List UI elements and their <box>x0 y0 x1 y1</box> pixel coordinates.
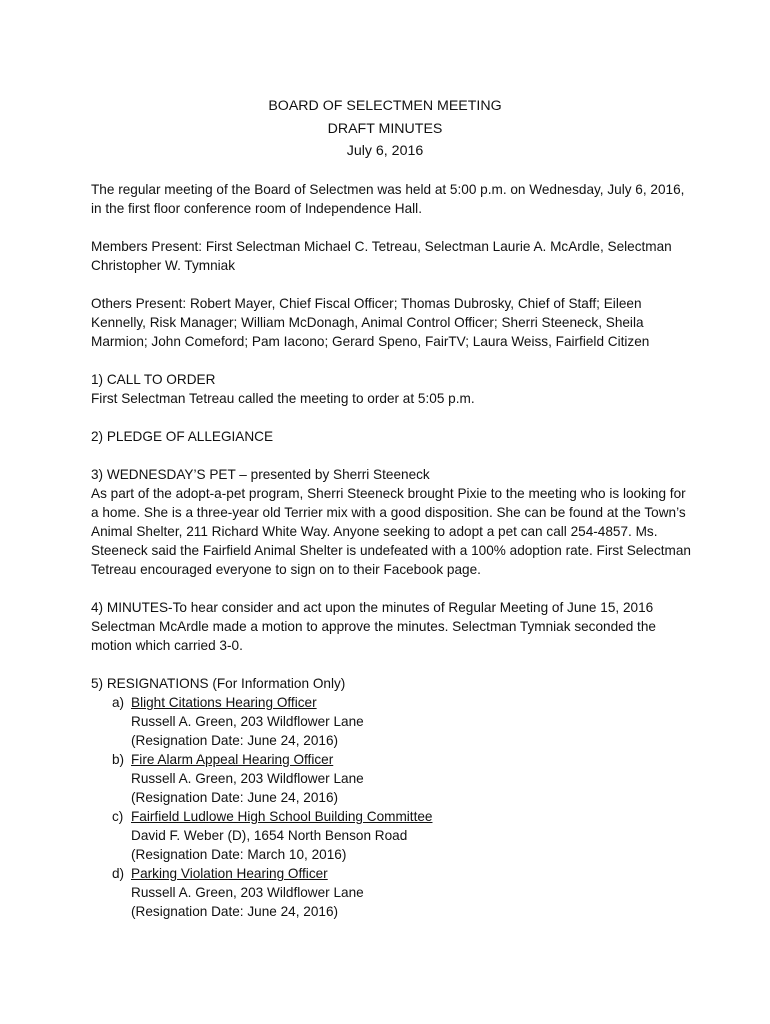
item-date: (Resignation Date: June 24, 2016) <box>131 904 339 919</box>
item-date: (Resignation Date: June 24, 2016) <box>131 733 339 748</box>
section-resignations <box>91 674 691 921</box>
item-letter: b) <box>112 752 125 767</box>
item-title: Parking Violation Hearing Officer <box>131 866 328 881</box>
list-item <box>91 750 691 807</box>
item-date: (Resignation Date: June 24, 2016) <box>131 790 339 805</box>
section-text: Selectman McArdle made a motion to approve the minutes. Selectman Tymniak seconded the motion which carried 3-0. <box>91 619 656 653</box>
meeting-title: BOARD OF SELECTMEN MEETING <box>268 98 502 114</box>
section-call-to-order <box>91 370 691 408</box>
item-title: Blight Citations Hearing Officer <box>131 695 317 710</box>
intro-paragraph: The regular meeting of the Board of Selectmen was held at 5:00 p.m. on Wednesday, July 6, 2016, in the first floor conference room of Independence Hall. <box>91 182 685 216</box>
item-name: Russell A. Green, 203 Wildflower Lane <box>131 771 364 786</box>
list-item <box>91 807 691 864</box>
section-minutes <box>91 598 691 655</box>
item-title: Fairfield Ludlowe High School Building Committee <box>131 809 433 824</box>
item-letter: c) <box>112 809 124 824</box>
resignation-list <box>91 693 691 921</box>
section-pet <box>91 465 691 579</box>
item-letter: d) <box>112 866 125 881</box>
document-status: DRAFT MINUTES <box>327 120 443 137</box>
list-item <box>91 693 691 750</box>
members-present-paragraph: Members Present: First Selectman Michael C. Tetreau, Selectman Laurie A. McArdle, Selectman Christopher W. Tymniak <box>91 239 672 273</box>
meeting-date: July 6, 2016 <box>346 143 424 159</box>
item-name: David F. Weber (D), 1654 North Benson Road <box>131 828 408 843</box>
section-heading: 5) RESIGNATIONS (For Information Only) <box>91 676 346 691</box>
section-text: First Selectman Tetreau called the meeting to order at 5:05 p.m. <box>91 391 475 406</box>
section-heading: 2) PLEDGE OF ALLEGIANCE <box>91 429 274 444</box>
item-title: Fire Alarm Appeal Hearing Officer <box>131 752 334 767</box>
item-name: Russell A. Green, 203 Wildflower Lane <box>131 714 364 729</box>
list-item <box>91 864 691 921</box>
item-letter: a) <box>112 695 125 710</box>
section-heading: 1) CALL TO ORDER <box>91 372 216 387</box>
section-pledge <box>91 427 691 446</box>
section-heading: 3) WEDNESDAY’S PET – presented by Sherri Steeneck <box>91 467 430 482</box>
section-text: As part of the adopt-a-pet program, Sherri Steeneck brought Pixie to the meeting who is looking for a home. She is a three-year old Terrier mix with a good disposition. She can be found at the Town’s Animal Shelter, 211 Richard White Way. Anyone seeking to adopt a pet can call 254-4857. Ms. Steeneck said the Fairfield Animal Shelter is undefeated with a 100% adoption rate. First Selectman Tetreau encouraged everyone to sign on to their Facebook page. <box>91 486 691 577</box>
section-heading: 4) MINUTES-To hear consider and act upon the minutes of Regular Meeting of June 15, 2016 <box>91 600 654 615</box>
item-name: Russell A. Green, 203 Wildflower Lane <box>131 885 364 900</box>
others-present-paragraph: Others Present: Robert Mayer, Chief Fiscal Officer; Thomas Dubrosky, Chief of Staff; Eileen Kennelly, Risk Manager; William McDonagh, Animal Control Officer; Sherri Steeneck, Sheila Marmion; John Comeford; Pam Iacono; Gerard Speno, FairTV; Laura Weiss, Fairfield Citizen <box>91 296 650 349</box>
item-date: (Resignation Date: March 10, 2016) <box>131 847 347 862</box>
document-header <box>0 95 770 163</box>
document-body <box>91 180 691 921</box>
